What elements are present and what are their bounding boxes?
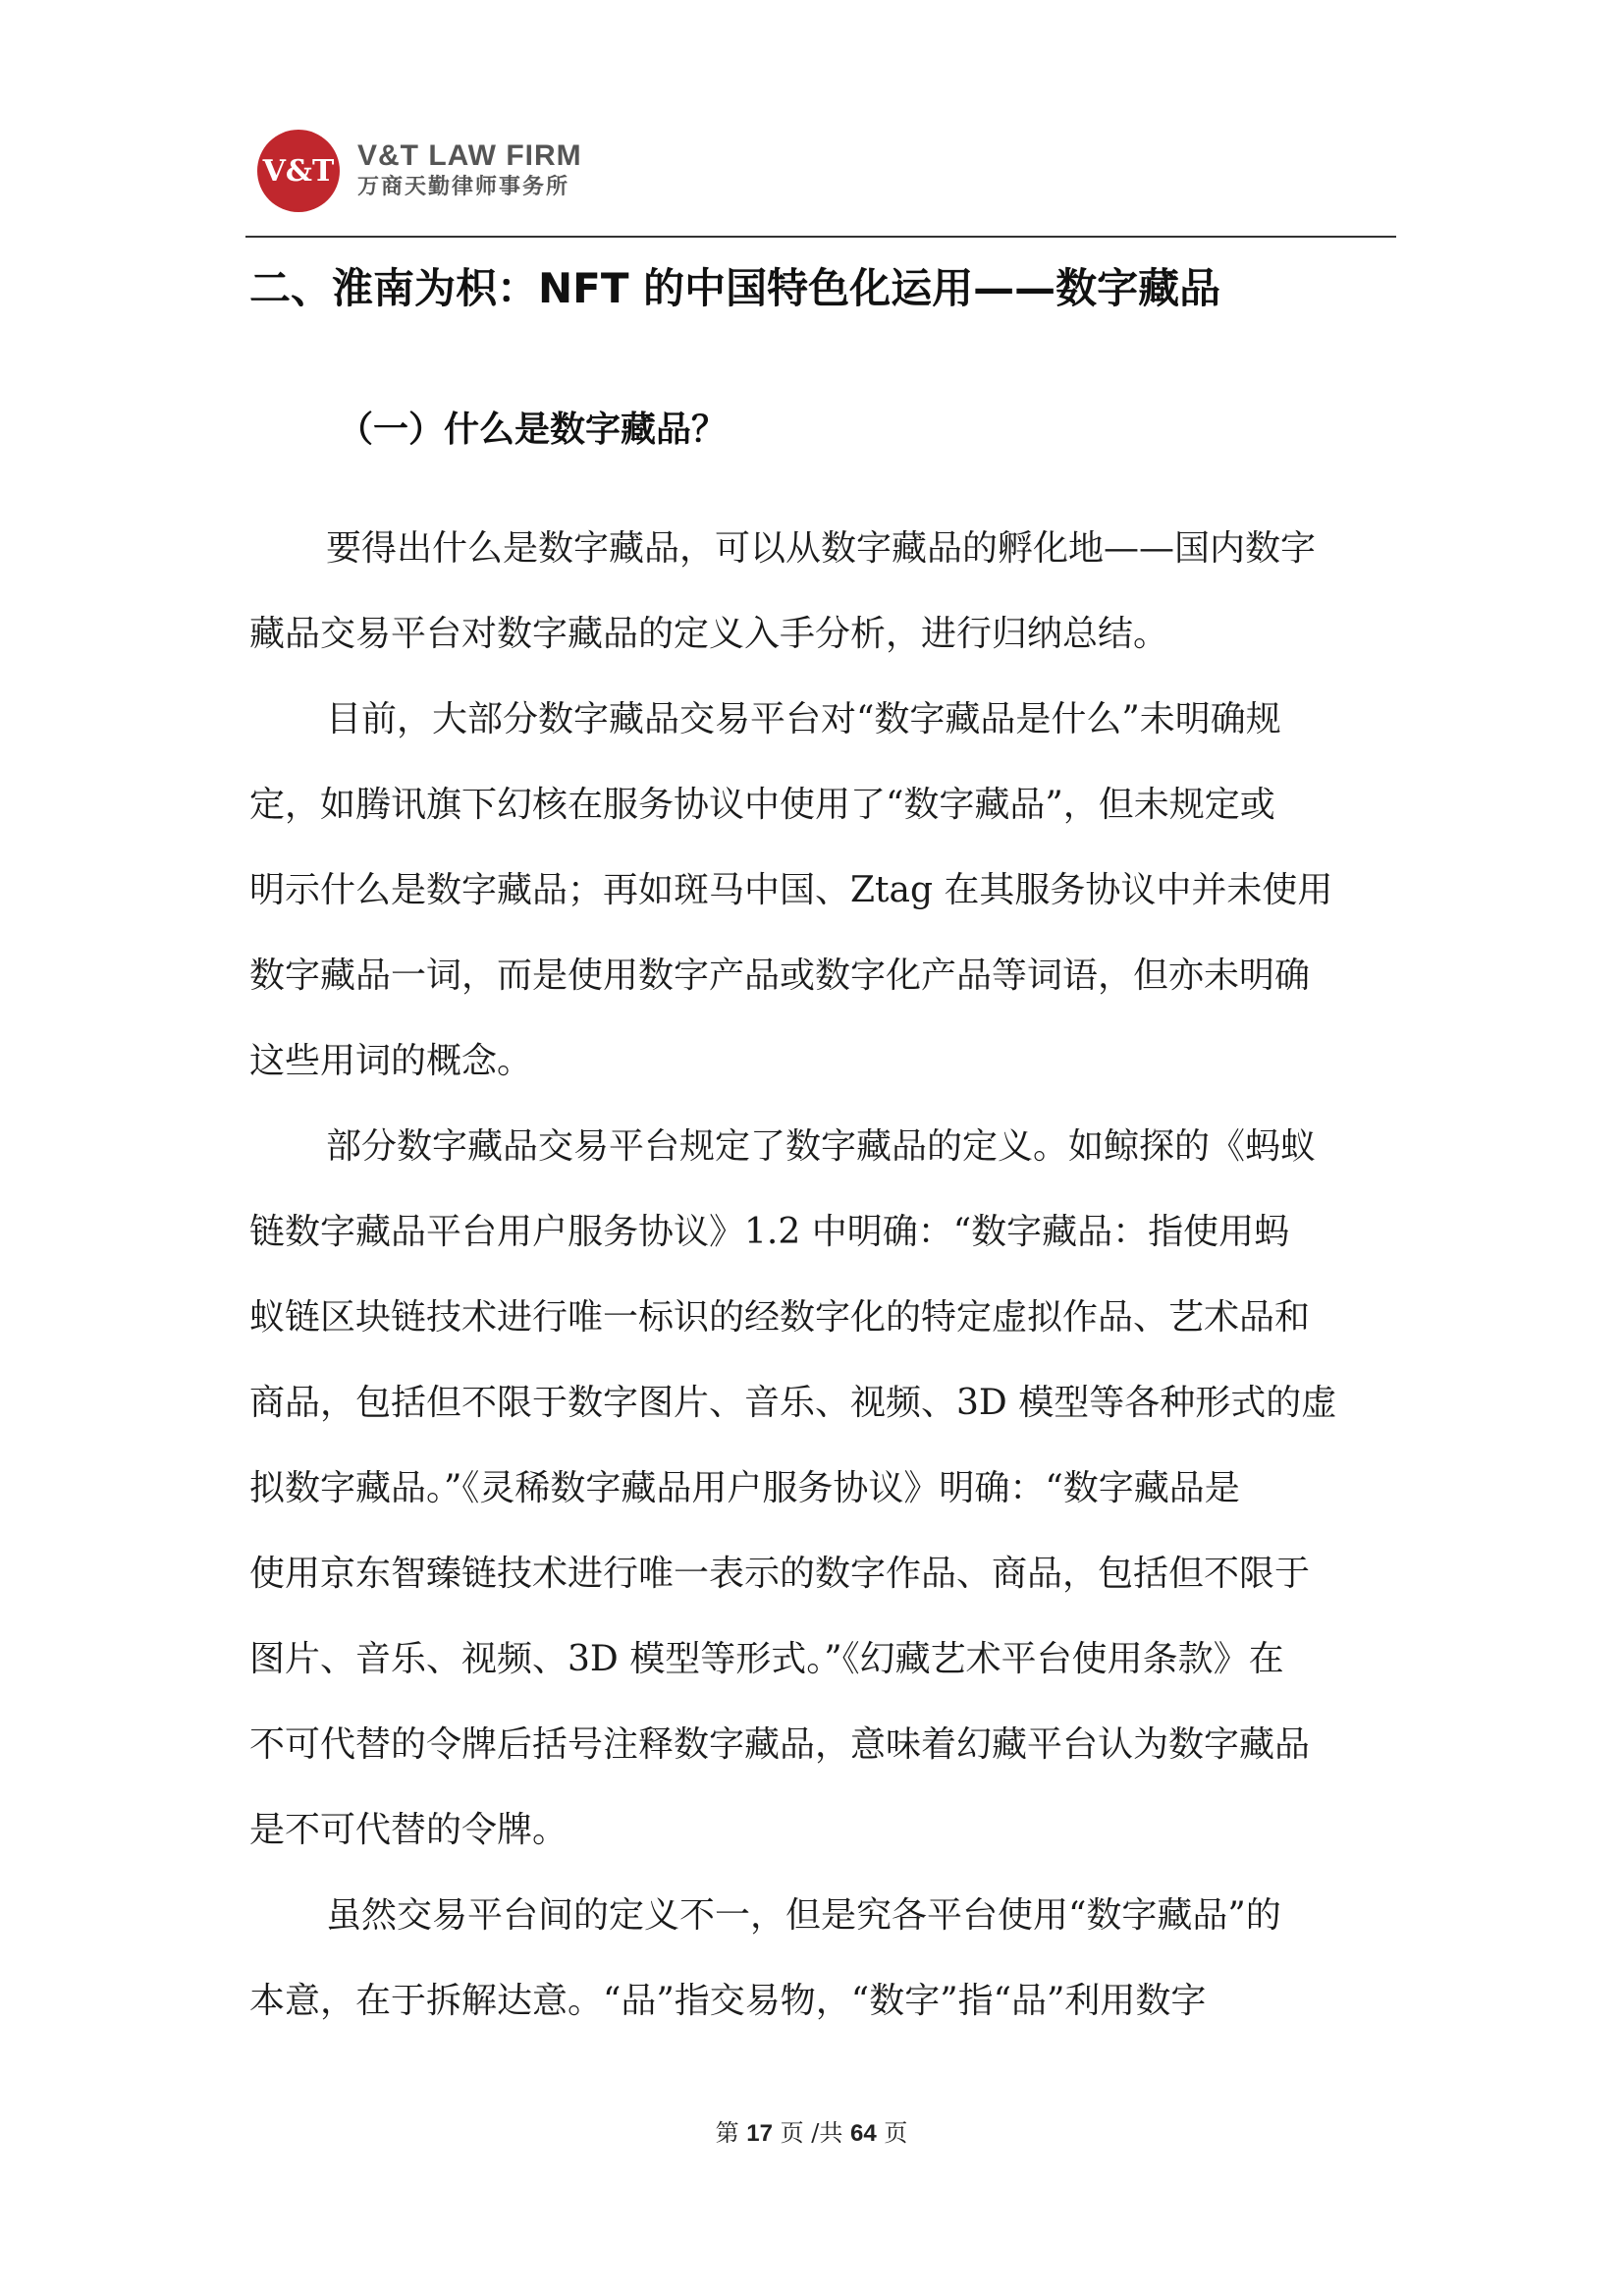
body-line: 部分数字藏品交易平台规定了数字藏品的定义。如鲸探的《蚂蚁 <box>326 1126 1317 1167</box>
body-line: 链数字藏品平台用户服务协议》1.2 中明确：“数字藏品：指使用蚂 <box>249 1212 1290 1252</box>
body-line: 要得出什么是数字藏品，可以从数字藏品的孵化地——国内数字 <box>326 528 1317 569</box>
firm-name-cn: 万商天勤律师事务所 <box>357 175 570 199</box>
page-total: 64 <box>850 2120 877 2147</box>
firm-logo-mark <box>257 130 340 212</box>
body-line: 使用京东智臻链技术进行唯一表示的数字作品、商品，包括但不限于 <box>249 1554 1311 1594</box>
header-divider <box>245 236 1396 238</box>
firm-name-block <box>357 139 582 202</box>
page-number: 17 <box>746 2120 773 2147</box>
firm-name-en: V&T LAW FIRM <box>357 139 582 172</box>
body-line: 图片、音乐、视频、3D 模型等形式。”《幻藏艺术平台使用条款》在 <box>249 1639 1284 1679</box>
footer-suffix: 页 <box>884 2119 908 2147</box>
logo-mark-text: V&T <box>262 154 335 189</box>
section-title: 二、淮南为枳：NFT 的中国特色化运用——数字藏品 <box>249 264 1221 312</box>
footer-mid: 页 /共 <box>780 2119 843 2147</box>
body-line: 是不可代替的令牌。 <box>249 1810 568 1850</box>
body-line: 藏品交易平台对数字藏品的定义入手分析，进行归纳总结。 <box>249 614 1169 654</box>
body-line: 本意，在于拆解达意。“品”指交易物，“数字”指“品”利用数字 <box>249 1981 1207 2021</box>
body-line: 不可代替的令牌后括号注释数字藏品，意味着幻藏平台认为数字藏品 <box>249 1724 1311 1765</box>
firm-logo <box>257 130 340 212</box>
body-line: 数字藏品一词，而是使用数字产品或数字化产品等词语，但亦未明确 <box>249 956 1311 996</box>
body-line: 这些用词的概念。 <box>249 1041 533 1081</box>
footer-prefix: 第 <box>715 2119 739 2147</box>
page-header <box>247 126 1396 234</box>
body-line: 明示什么是数字藏品；再如斑马中国、Ztag 在其服务协议中并未使用 <box>249 870 1333 910</box>
subsection-title: （一）什么是数字藏品？ <box>338 410 728 450</box>
body-line: 商品，包括但不限于数字图片、音乐、视频、3D 模型等各种形式的虚 <box>249 1383 1337 1423</box>
body-line: 拟数字藏品。”《灵稀数字藏品用户服务协议》明确：“数字藏品是 <box>249 1468 1240 1508</box>
body-line: 虽然交易平台间的定义不一，但是究各平台使用“数字藏品”的 <box>326 1895 1281 1936</box>
page-footer <box>0 2113 1623 2148</box>
body-line: 目前，大部分数字藏品交易平台对“数字藏品是什么”未明确规 <box>326 699 1281 739</box>
body-line: 定，如腾讯旗下幻核在服务协议中使用了“数字藏品”，但未规定或 <box>249 785 1275 825</box>
body-line: 蚁链区块链技术进行唯一标识的经数字化的特定虚拟作品、艺术品和 <box>249 1297 1311 1338</box>
